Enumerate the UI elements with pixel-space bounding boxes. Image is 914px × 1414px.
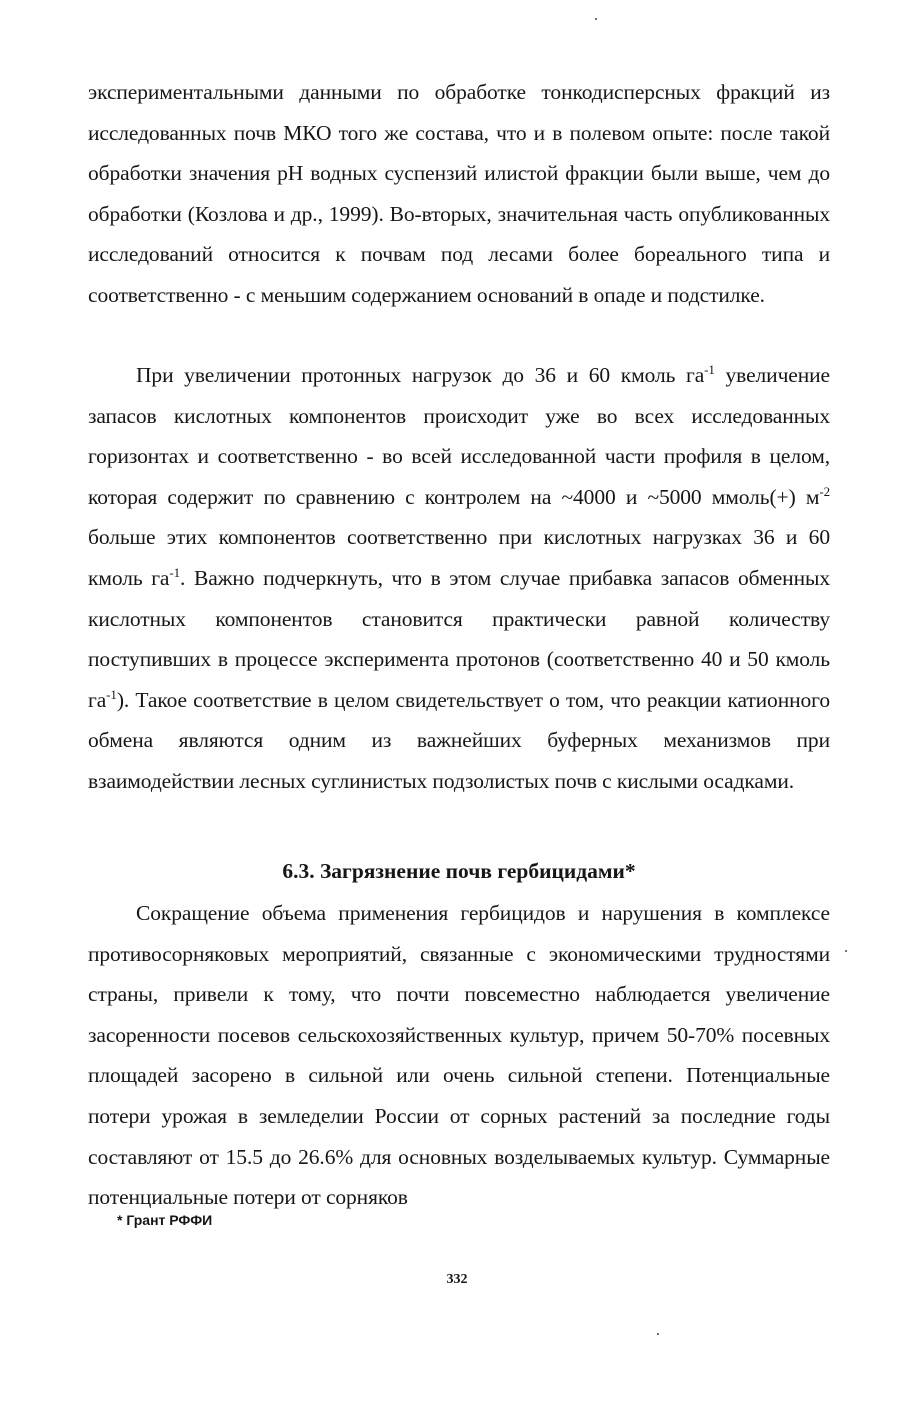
text-run: . Важно подчеркнуть, что в этом случае прибавка запасов обменных кислотных компонентов становится практически равной количеству поступивших в процессе эксперимента протонов (соответственно 40 и 50 кмоль га	[88, 565, 830, 712]
superscript: -1	[704, 362, 715, 377]
paragraph-text: Сокращение объема применения гербицидов и нарушения в комплексе противосорняковых мероприятий, связанные с экономическими трудностями страны, привели к тому, что почти повсеместно наблюдается увеличение засоренности посевов сельскохозяйственных культур, причем 50-70% посевных площадей засорено в сильной или очень сильной степени. Потенциальные потери урожая в земледелии России от сорных растений за последние годы составляют от 15.5 до 26.6% для основных возделываемых культур. Суммарные потенциальные потери от сорняков	[88, 901, 830, 1210]
superscript: -1	[169, 564, 181, 580]
paragraph-herbicides	[88, 893, 830, 1218]
text-run: увеличение запасов кислотных компонентов происходит уже во всех исследованных горизонтах и соответственно - во всей исследованной части профиля в целом, которая содержит по сравнению с контролем на ~4000 и ~5000 ммоль(+) м	[88, 363, 830, 509]
paragraph-text: экспериментальными данными по обработке тонкодисперсных фракций из исследованных почв МКО того же состава, что и в полевом опыте: после такой обработки значения рН водных суспензий илистой фракции были выше, чем до обработки (Козлова и др., 1999). Во-вторых, значительная часть опубликованных исследований относится к почвам под лесами более бореального типа и соответственно - с меньшим содержанием оснований в опаде и подстилке.	[88, 80, 830, 307]
scan-speck	[845, 950, 847, 952]
superscript: -2	[819, 483, 830, 499]
scan-speck	[595, 18, 597, 20]
superscript: -1	[106, 686, 117, 702]
paragraph-proton-loads	[88, 355, 830, 802]
page-number: 332	[446, 1272, 468, 1287]
paragraph-continuation	[88, 72, 830, 316]
footnote: * Грант РФФИ	[117, 1212, 213, 1228]
text-run: больше этих компонентов соответственно при кислотных нагрузках 36 и 60 кмоль га	[88, 525, 830, 590]
text-run: При увеличении протонных нагрузок до 36 и 60 кмоль га	[136, 363, 705, 387]
section-heading: 6.3. Загрязнение почв гербицидами*	[282, 859, 636, 883]
paragraph-text	[88, 355, 830, 802]
scan-speck	[657, 1333, 659, 1335]
text-run: ). Такое соответствие в целом свидетельствует о том, что реакции катионного обмена являются одним из важнейших буферных механизмов при взаимодействии лесных суглинистых подзолистых почв с кислыми осадками.	[88, 687, 830, 793]
